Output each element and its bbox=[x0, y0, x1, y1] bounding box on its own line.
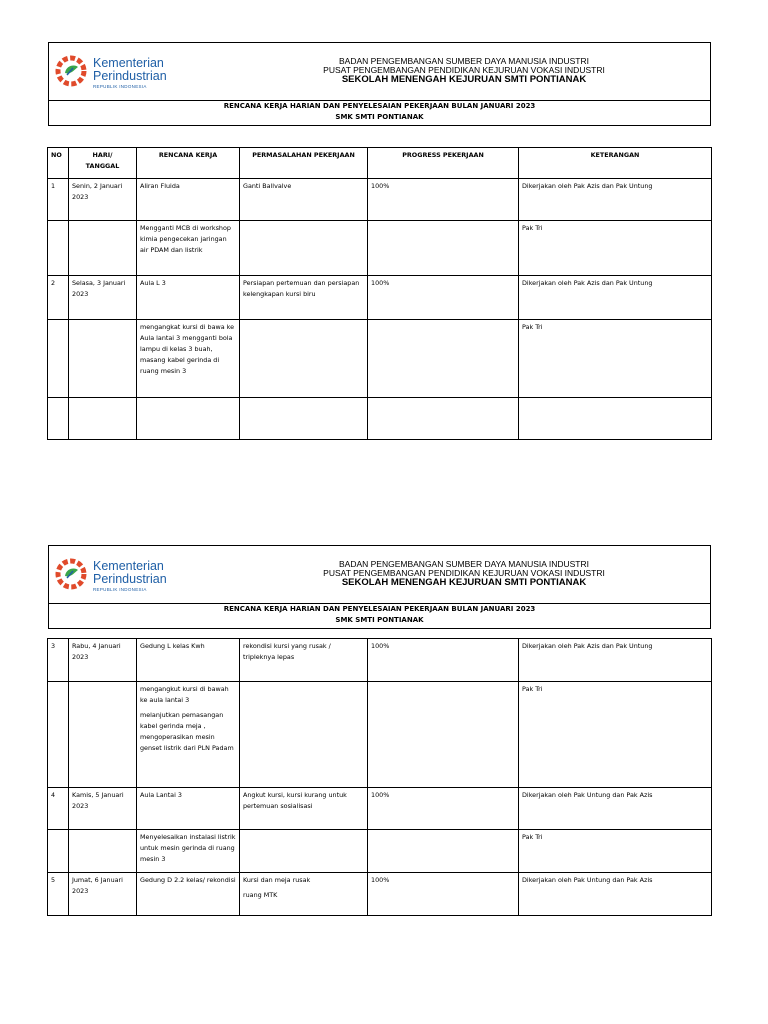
cell-day bbox=[69, 682, 137, 788]
cell-progress: 100% bbox=[368, 276, 519, 320]
cell-notes: Pak Tri bbox=[519, 221, 712, 276]
work-plan-table-1 bbox=[47, 147, 712, 440]
logo-text-ri: REPUBLIK INDONESIA bbox=[93, 84, 147, 89]
cell-day bbox=[69, 830, 137, 873]
doc-title: RENCANA KERJA HARIAN DAN PENYELESAIAN PEKERJAAN BULAN JANUARI 2023 bbox=[223, 605, 536, 613]
cell-no bbox=[48, 221, 69, 276]
cell-notes: Dikerjakan oleh Pak Azis dan Pak Untung bbox=[519, 179, 712, 221]
cell-no: 1 bbox=[48, 179, 69, 221]
table-row bbox=[48, 398, 712, 440]
cell-plan bbox=[137, 398, 240, 440]
cell-progress: 100% bbox=[368, 179, 519, 221]
letterhead-2 bbox=[48, 545, 711, 604]
col-day-line2: TANGGAL bbox=[85, 162, 120, 170]
cell-progress bbox=[368, 221, 519, 276]
cell-day bbox=[69, 398, 137, 440]
col-day bbox=[69, 148, 137, 179]
table-header-row bbox=[48, 148, 712, 179]
cell-plan: Menyelesaikan instalasi listrik untuk mesin gerinda di ruang mesin 3 bbox=[137, 830, 240, 873]
cell-notes bbox=[519, 398, 712, 440]
cell-no bbox=[48, 320, 69, 398]
cell-plan: Gedung L kelas Kwh bbox=[137, 639, 240, 682]
col-issue: PERMASALAHAN PEKERJAAN bbox=[240, 148, 368, 179]
cell-day: Kamis, 5 Januari 2023 bbox=[69, 788, 137, 830]
gear-logo-icon bbox=[53, 53, 89, 89]
logo-text-ri: REPUBLIK INDONESIA bbox=[93, 587, 147, 592]
col-plan: RENCANA KERJA bbox=[137, 148, 240, 179]
cell-plan: Aliran Fluida bbox=[137, 179, 240, 221]
cell-plan: Aula L 3 bbox=[137, 276, 240, 320]
cell-notes: Dikerjakan oleh Pak Azis dan Pak Untung bbox=[519, 639, 712, 682]
cell-no: 2 bbox=[48, 276, 69, 320]
cell-progress: 100% bbox=[368, 788, 519, 830]
cell-issue bbox=[240, 398, 368, 440]
col-progress: PROGRESS PEKERJAAN bbox=[368, 148, 519, 179]
cell-issue: Ganti Ballvalve bbox=[240, 179, 368, 221]
cell-issue bbox=[240, 221, 368, 276]
cell-plan: Gedung D 2.2 kelas/ rekondisi bbox=[137, 873, 240, 916]
table-row bbox=[48, 320, 712, 398]
doc-subtitle: SMK SMTI PONTIANAK bbox=[335, 616, 424, 624]
gear-logo-icon bbox=[53, 556, 89, 592]
cell-notes: Dikerjakan oleh Pak Azis dan Pak Untung bbox=[519, 276, 712, 320]
org-line-1: BADAN PENGEMBANGAN SUMBER DAYA MANUSIA INDUSTRI bbox=[338, 559, 589, 569]
cell-no bbox=[48, 682, 69, 788]
cell-day: Jumat, 6 Januari 2023 bbox=[69, 873, 137, 916]
cell-notes: Pak Tri bbox=[519, 682, 712, 788]
table-row bbox=[48, 221, 712, 276]
cell-issue: Angkut kursi, kursi kurang untuk pertemuan sosialisasi bbox=[240, 788, 368, 830]
org-line-2: PUSAT PENGEMBANGAN PENDIDIKAN KEJURUAN VOKASI INDUSTRI bbox=[323, 568, 605, 578]
cell-no bbox=[48, 830, 69, 873]
cell-plan: Mengganti MCB di workshop kimia pengecekan jaringan air PDAM dan listrik bbox=[137, 221, 240, 276]
cell-plan: Aula Lantai 3 bbox=[137, 788, 240, 830]
doc-title-block-1 bbox=[48, 101, 711, 126]
org-line-1: BADAN PENGEMBANGAN SUMBER DAYA MANUSIA INDUSTRI bbox=[338, 56, 589, 66]
cell-notes: Pak Tri bbox=[519, 320, 712, 398]
table-row bbox=[48, 873, 712, 916]
cell-progress bbox=[368, 398, 519, 440]
cell-issue bbox=[240, 320, 368, 398]
cell-no bbox=[48, 398, 69, 440]
cell-issue-para-1: Kursi dan meja rusak bbox=[243, 876, 311, 884]
work-plan-table-2 bbox=[47, 638, 712, 916]
org-line-3: SEKOLAH MENENGAH KEJURUAN SMTI PONTIANAK bbox=[341, 74, 587, 85]
table-row bbox=[48, 276, 712, 320]
cell-progress bbox=[368, 320, 519, 398]
logo-text-perindustrian: Perindustrian bbox=[93, 69, 167, 83]
letterhead-1 bbox=[48, 42, 711, 101]
cell-day: Selasa, 3 Januari 2023 bbox=[69, 276, 137, 320]
logo-text-kementerian: Kementerian bbox=[93, 56, 164, 70]
doc-title: RENCANA KERJA HARIAN DAN PENYELESAIAN PEKERJAAN BULAN JANUARI 2023 bbox=[223, 102, 536, 110]
logo-text-kementerian: Kementerian bbox=[93, 559, 164, 573]
cell-issue: rekondisi kursi yang rusak / tripleknya lepas bbox=[240, 639, 368, 682]
cell-progress: 100% bbox=[368, 639, 519, 682]
cell-issue bbox=[240, 873, 368, 916]
cell-day: Rabu, 4 Januari 2023 bbox=[69, 639, 137, 682]
cell-progress bbox=[368, 830, 519, 873]
doc-subtitle: SMK SMTI PONTIANAK bbox=[335, 113, 424, 121]
cell-day: Senin, 2 Januari 2023 bbox=[69, 179, 137, 221]
cell-plan: mengangkat kursi di bawa ke Aula lantai 3 mengganti bola lampu di kelas 3 buah, masang kabel gerinda di ruang mesin 3 bbox=[137, 320, 240, 398]
logo-text-perindustrian: Perindustrian bbox=[93, 572, 167, 586]
org-line-2: PUSAT PENGEMBANGAN PENDIDIKAN KEJURUAN VOKASI INDUSTRI bbox=[323, 65, 605, 75]
cell-plan bbox=[137, 682, 240, 788]
cell-plan-para-2: melanjutkan pemasangan kabel gerinda meja , mengoperasikan mesin genset listrik dari PLN Padam bbox=[140, 711, 234, 752]
cell-day bbox=[69, 221, 137, 276]
cell-issue-para-2: ruang MTK bbox=[243, 891, 278, 899]
cell-issue: Persiapan pertemuan dan persiapan kelengkapan kursi biru bbox=[240, 276, 368, 320]
col-no: NO bbox=[48, 148, 69, 179]
cell-no: 5 bbox=[48, 873, 69, 916]
table-row bbox=[48, 788, 712, 830]
table-row bbox=[48, 639, 712, 682]
org-line-3: SEKOLAH MENENGAH KEJURUAN SMTI PONTIANAK bbox=[341, 577, 587, 588]
kemenperin-logo bbox=[53, 53, 167, 93]
cell-progress bbox=[368, 682, 519, 788]
cell-no: 3 bbox=[48, 639, 69, 682]
cell-no: 4 bbox=[48, 788, 69, 830]
cell-issue bbox=[240, 830, 368, 873]
doc-title-block-2 bbox=[48, 604, 711, 629]
cell-notes: Pak Tri bbox=[519, 830, 712, 873]
cell-progress: 100% bbox=[368, 873, 519, 916]
cell-plan-para-1: mengangkut kursi di bawah ke aula lantai 3 bbox=[140, 685, 229, 704]
table-row bbox=[48, 179, 712, 221]
col-day-line1: HARI/ bbox=[92, 151, 113, 159]
cell-notes: Dikerjakan oleh Pak Untung dan Pak Azis bbox=[519, 788, 712, 830]
cell-day bbox=[69, 320, 137, 398]
table-row bbox=[48, 830, 712, 873]
cell-notes: Dikerjakan oleh Pak Untung dan Pak Azis bbox=[519, 873, 712, 916]
table-row bbox=[48, 682, 712, 788]
kemenperin-logo bbox=[53, 556, 167, 596]
cell-issue bbox=[240, 682, 368, 788]
col-notes: KETERANGAN bbox=[519, 148, 712, 179]
